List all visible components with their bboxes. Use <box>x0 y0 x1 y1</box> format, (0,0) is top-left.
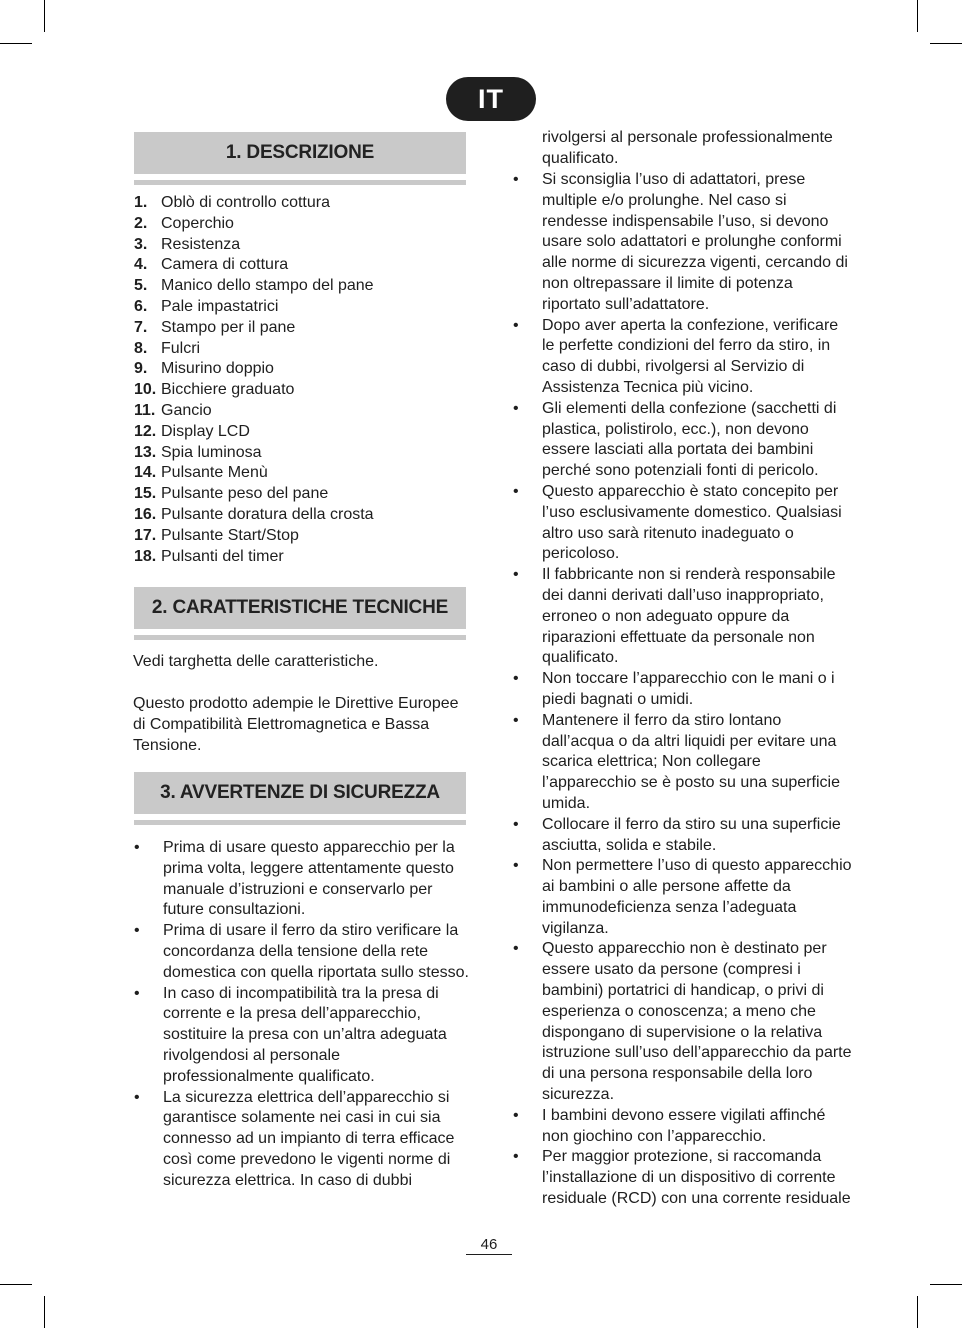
bullet-icon: • <box>134 839 140 856</box>
crop-mark <box>44 0 45 32</box>
list-item: 13. Spia luminosa <box>134 443 262 461</box>
list-item: • Dopo aver aperta la confezione, verificare le perfette condizioni del ferro da stiro, in caso di dubbi, rivolgersi al Servizio di Assistenza Tecnica più vicino. <box>513 316 855 399</box>
list-item: • Non toccare l’apparecchio con le mani o i piedi bagnati o umidi. <box>513 669 855 711</box>
crop-mark <box>917 0 918 32</box>
bullet-icon: • <box>513 171 519 188</box>
list-item: 15. Pulsante peso del pane <box>134 485 329 503</box>
list-item: • In caso di incompatibilità tra la presa di corrente e la presa dell’apparecchio, sostituire la presa con un’altra adeguata rivolgendosi al personale professionalmente qualificato. <box>134 984 470 1088</box>
bullet-icon: • <box>513 940 519 958</box>
list-item: 11. Gancio <box>134 401 212 419</box>
list-item: 17. Pulsante Start/Stop <box>134 526 299 544</box>
list-item: 6. Pale impastatrici <box>134 297 279 315</box>
bullet-icon: • <box>513 566 519 584</box>
bullet-icon: • <box>513 1106 519 1124</box>
list-item: 2. Coperchio <box>134 214 234 232</box>
bullet-icon: • <box>513 670 519 688</box>
section-divider <box>134 820 466 825</box>
crop-mark <box>0 43 32 44</box>
list-item: • Si sconsiglia l’uso di adattatori, prese multiple e/o prolunghe. Nel caso si rendesse indispensabile l’uso, si devono usare solo adattatori e prolunghe conformi alle norme di sicurezza vigenti, cercando di non oltrepassare il limite di potenza riportato sull’adattatore. <box>513 170 855 316</box>
component-list <box>134 193 474 567</box>
section-divider <box>134 635 466 640</box>
section-title-descrizione: 1. DESCRIZIONE <box>134 132 466 174</box>
crop-mark <box>930 1284 962 1285</box>
list-item: 7. Stampo per il pane <box>134 318 296 336</box>
list-item: • Per maggior protezione, si raccomanda l’installazione di un dispositivo di corrente residuale (RCD) con una corrente residuale <box>513 1147 855 1209</box>
bullet-icon: • <box>513 857 519 875</box>
bullet-icon: • <box>134 1088 140 1106</box>
crop-mark <box>0 1284 32 1285</box>
bullet-icon: • <box>513 1148 519 1166</box>
list-item: • Il fabbricante non si renderà responsabile dei danni derivati dall’uso inappropriato, erroneo o non adeguato oppure da riparazioni effettuate da personale non qualificato. <box>513 565 855 669</box>
list-item: • Non permettere l’uso di questo apparecchio ai bambini o alle persone affette da immunodeficienza senza l’adeguata vigilanza. <box>513 856 855 939</box>
section-title-avvertenze: 3. AVVERTENZE DI SICUREZZA <box>134 772 466 814</box>
list-item: • La sicurezza elettrica dell’apparecchio si garantisce solamente nei casi in cui sia connesso ad un impianto di terra efficace così come prevedono le vigenti norme di sicurezza elettrica. In caso di dubbi <box>134 1088 470 1192</box>
list-item: 16. Pulsante doratura della crosta <box>134 505 374 523</box>
list-item: • Questo apparecchio è stato concepito per l’uso esclusivamente domestico. Qualsiasi altro uso sarà ritenuto inadeguato o pericoloso. <box>513 482 855 565</box>
list-item: • Prima di usare il ferro da stiro verificare la concordanza della tensione della rete domestica con quella riportata sullo stesso. <box>134 921 470 983</box>
bullet-icon: • <box>134 922 140 940</box>
section-title-caratteristiche: 2. CARATTERISTICHE TECNICHE <box>134 587 466 629</box>
list-item: 18. Pulsanti del timer <box>134 547 284 565</box>
list-item: 4. Camera di cottura <box>134 256 289 274</box>
crop-mark <box>930 43 962 44</box>
list-item: • Gli elementi della confezione (sacchetti di plastica, polistirolo, ecc.), non devono essere lasciati alla portata dei bambini perché sono potenziali fonti di pericolo. <box>513 399 855 482</box>
continued-text: rivolgersi al personale professionalmente qualificato. <box>542 129 833 167</box>
bullet-icon: • <box>513 815 519 833</box>
bullet-icon: • <box>513 399 519 417</box>
list-item: 1. Oblò di controllo cottura <box>134 194 330 211</box>
safety-list-right <box>513 170 855 1210</box>
list-item: 3. Resistenza <box>134 235 241 253</box>
list-item: • Questo apparecchio non è destinato per essere usato da persone (compresi i bambini) portatrici di handicap, o privi di esperienza o conoscenza; a meno che dispongano di supervisione o la relativa istruzione sull’uso dell’apparecchio da parte di una persona responsabile della loro sicurezza. <box>513 939 855 1105</box>
language-badge: IT <box>446 77 536 121</box>
list-item: • Collocare il ferro da stiro su una superficie asciutta, solida e stabile. <box>513 815 855 857</box>
crop-mark <box>917 1296 918 1328</box>
list-item: 5. Manico dello stampo del pane <box>134 277 374 295</box>
bullet-icon: • <box>134 984 140 1002</box>
list-item: 10. Bicchiere graduato <box>134 381 295 399</box>
section-divider <box>134 180 466 185</box>
bullet-icon: • <box>513 482 519 500</box>
bullet-icon: • <box>513 316 519 334</box>
page-number: 46 <box>480 1236 498 1253</box>
list-item: 9. Misurino doppio <box>134 360 274 378</box>
list-item: • Mantenere il ferro da stiro lontano dall’acqua o da altri liquidi per evitare una scarica elettrica; Non collegare l’apparecchio se è posto su una superficie umida. <box>513 711 855 815</box>
page-number-underline <box>466 1254 512 1255</box>
bullet-icon: • <box>513 711 519 729</box>
crop-mark <box>44 1296 45 1328</box>
paragraph: Questo prodotto adempie le Direttive Europee di Compatibilità Elettromagnetica e Bassa Tensione. <box>133 695 459 754</box>
safety-list-left <box>134 838 470 1192</box>
list-item: 12. Display LCD <box>134 422 250 440</box>
list-item: • Prima di usare questo apparecchio per la prima volta, leggere attentamente questo manuale d’istruzioni e conservarlo per future consultazioni. <box>134 838 470 921</box>
list-item: 14. Pulsante Menù <box>134 464 268 482</box>
paragraph: Vedi targhetta delle caratteristiche. <box>133 653 379 670</box>
list-item: • I bambini devono essere vigilati affinché non giochino con l’apparecchio. <box>513 1106 855 1148</box>
list-item: 8. Fulcri <box>134 339 201 357</box>
